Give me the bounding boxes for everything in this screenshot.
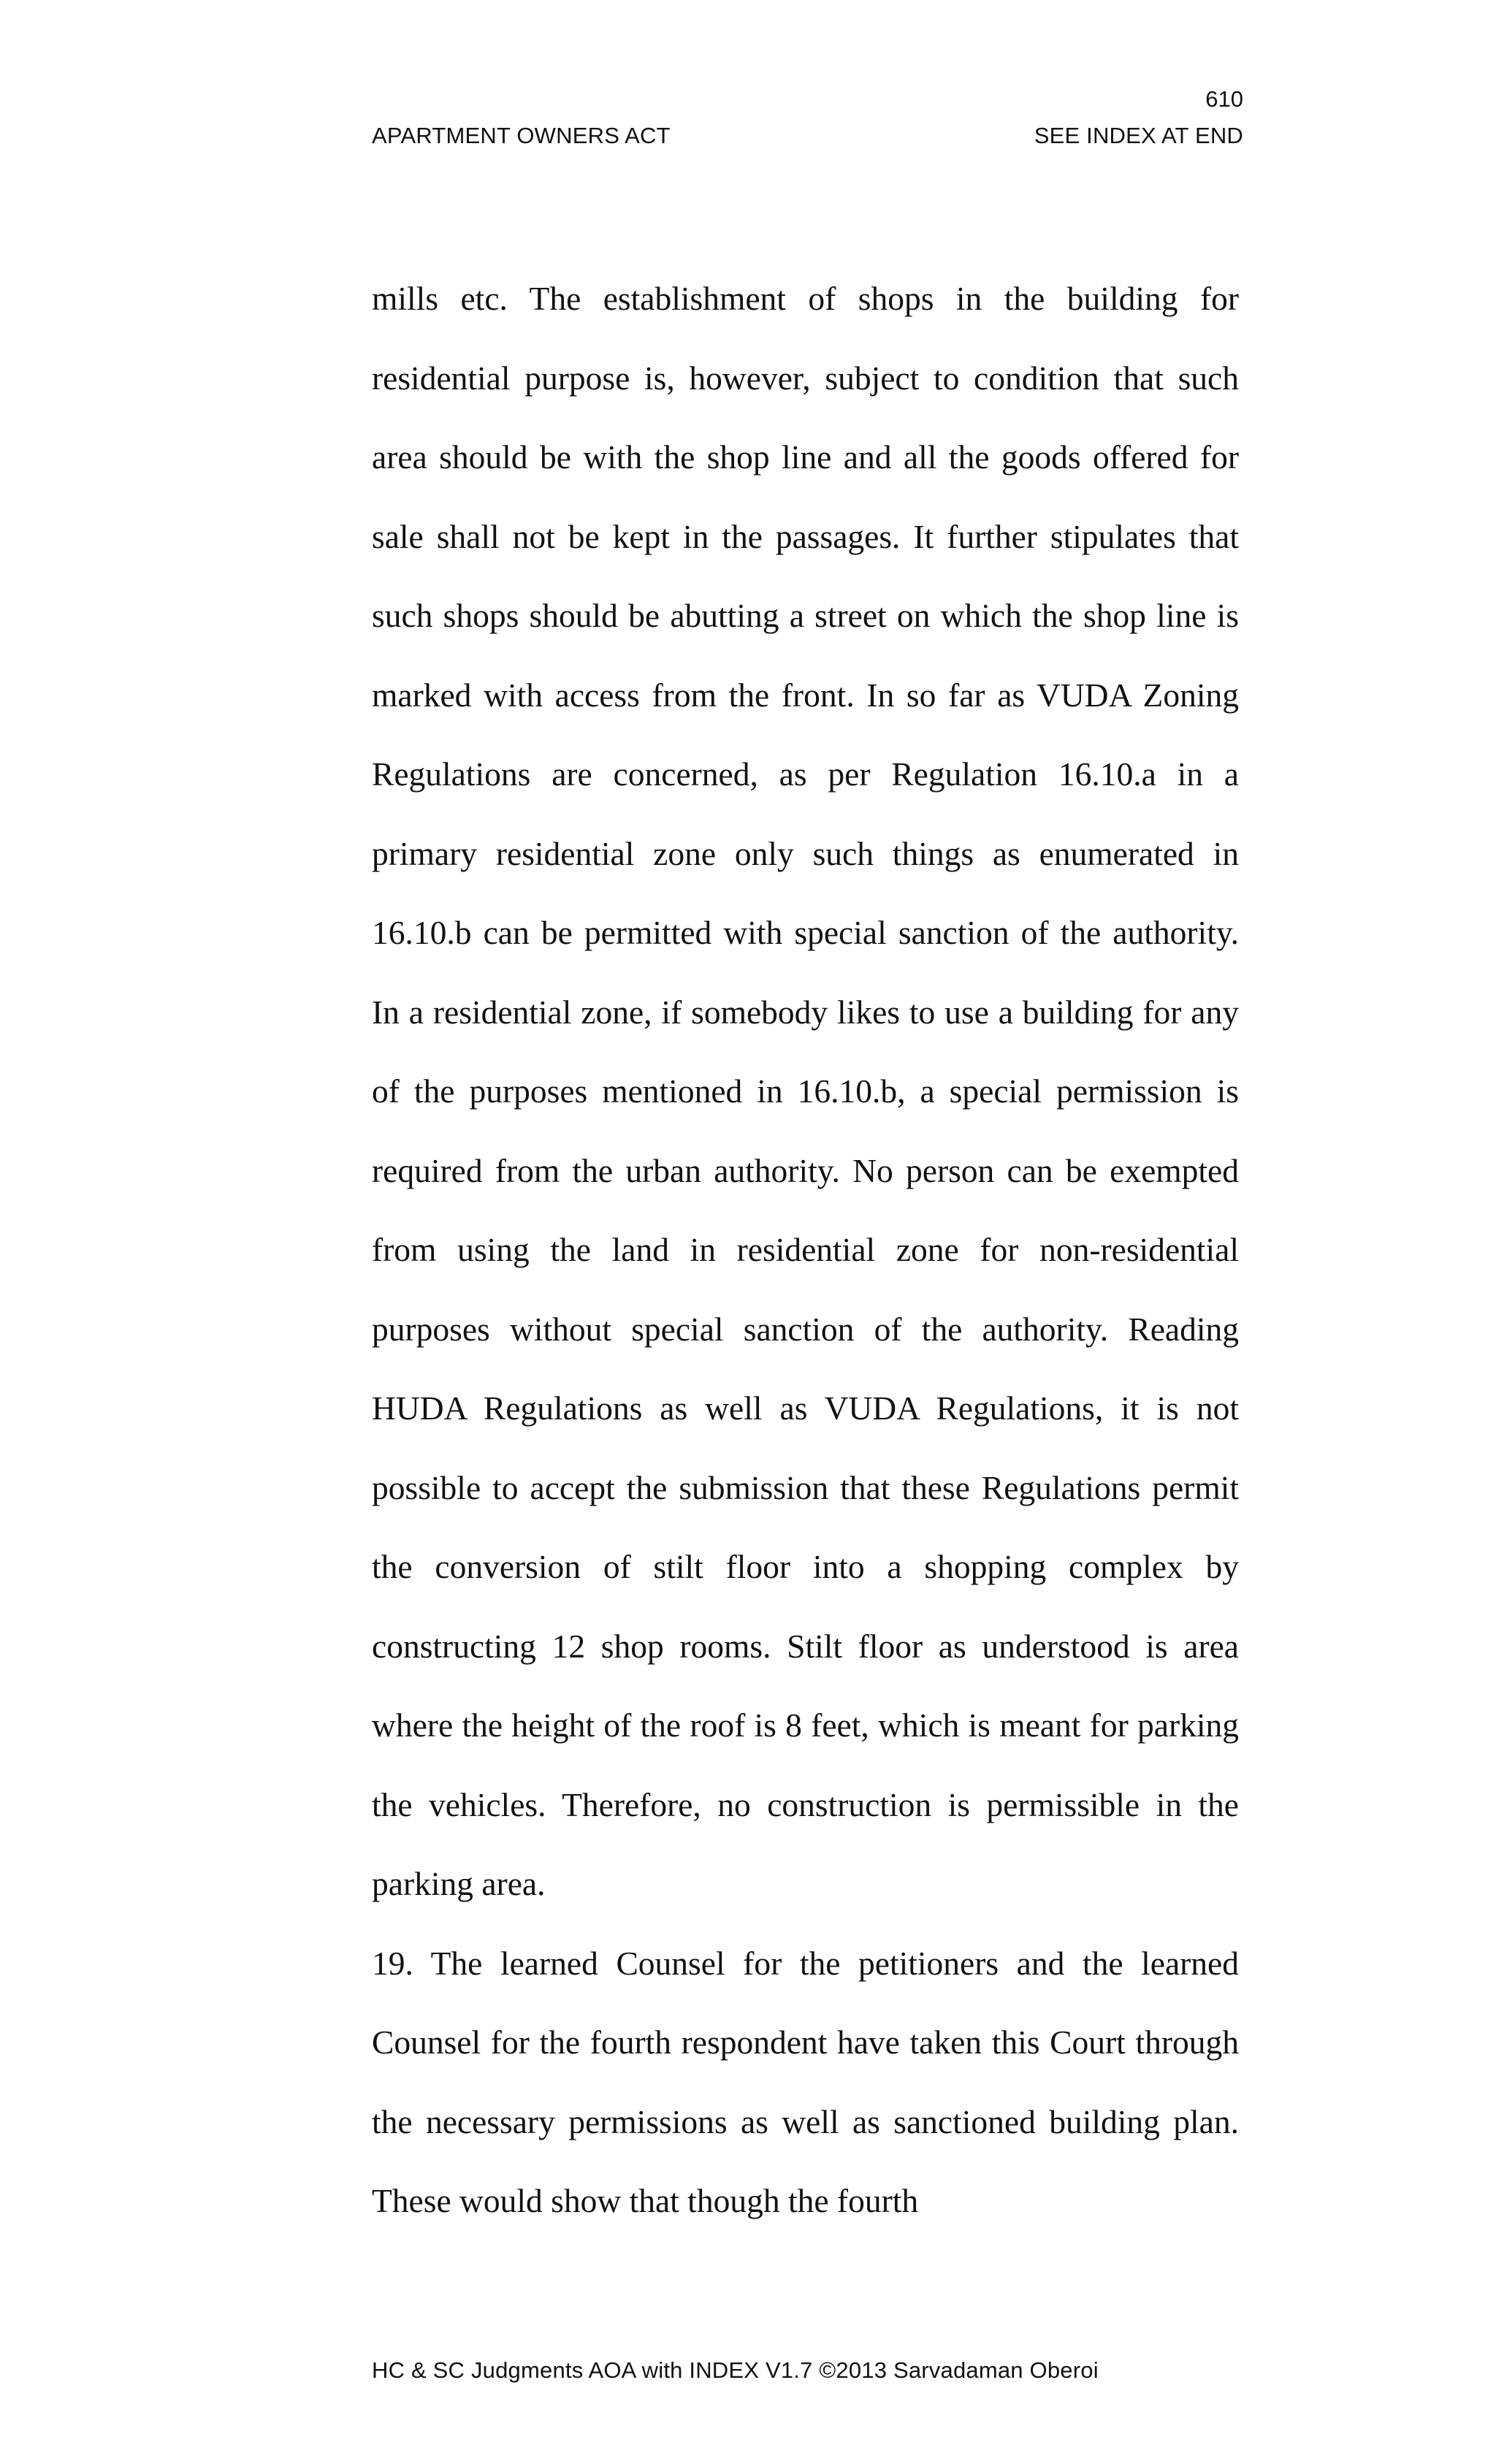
document-body — [372, 259, 1239, 2241]
page-footer: HC & SC Judgments AOA with INDEX V1.7 ©2013 Sarvadaman Oberoi — [372, 2357, 1099, 2383]
body-paragraph: 19. The learned Counsel for the petitioners and the learned Counsel for the fourth respondent have taken this Court through the necessary permissions as well as sanctioned building plan. These would show that though the fourth — [372, 1944, 1239, 2219]
body-paragraph: mills etc. The establishment of shops in the building for residential purpose is, however, subject to condition that such area should be with the shop line and all the goods offered for sale shall not be kept in the passages. It further stipulates that such shops should be abutting a street on which the shop line is marked with access from the front. In so far as VUDA Zoning Regulations are concerned, as per Regulation 16.10.a in a primary residential zone only such things as enumerated in 16.10.b can be permitted with special sanction of the authority. In a residential zone, if somebody likes to use a building for any of the purposes mentioned in 16.10.b, a special permission is required from the urban authority. No person can be exempted from using the land in residential zone for non-residential purposes without special sanction of the authority. Reading HUDA Regulations as well as VUDA Regulations, it is not possible to accept the submission that these Regulations permit the conversion of stilt floor into a shopping complex by constructing 12 shop rooms. Stilt floor as understood is area where the height of the roof is 8 feet, which is meant for parking the vehicles. Therefore, no construction is permissible in the parking area. — [372, 280, 1239, 1902]
running-header-title: APARTMENT OWNERS ACT — [372, 123, 671, 148]
page-number: 610 — [1205, 86, 1243, 112]
running-header-index-note: SEE INDEX AT END — [1034, 123, 1243, 148]
